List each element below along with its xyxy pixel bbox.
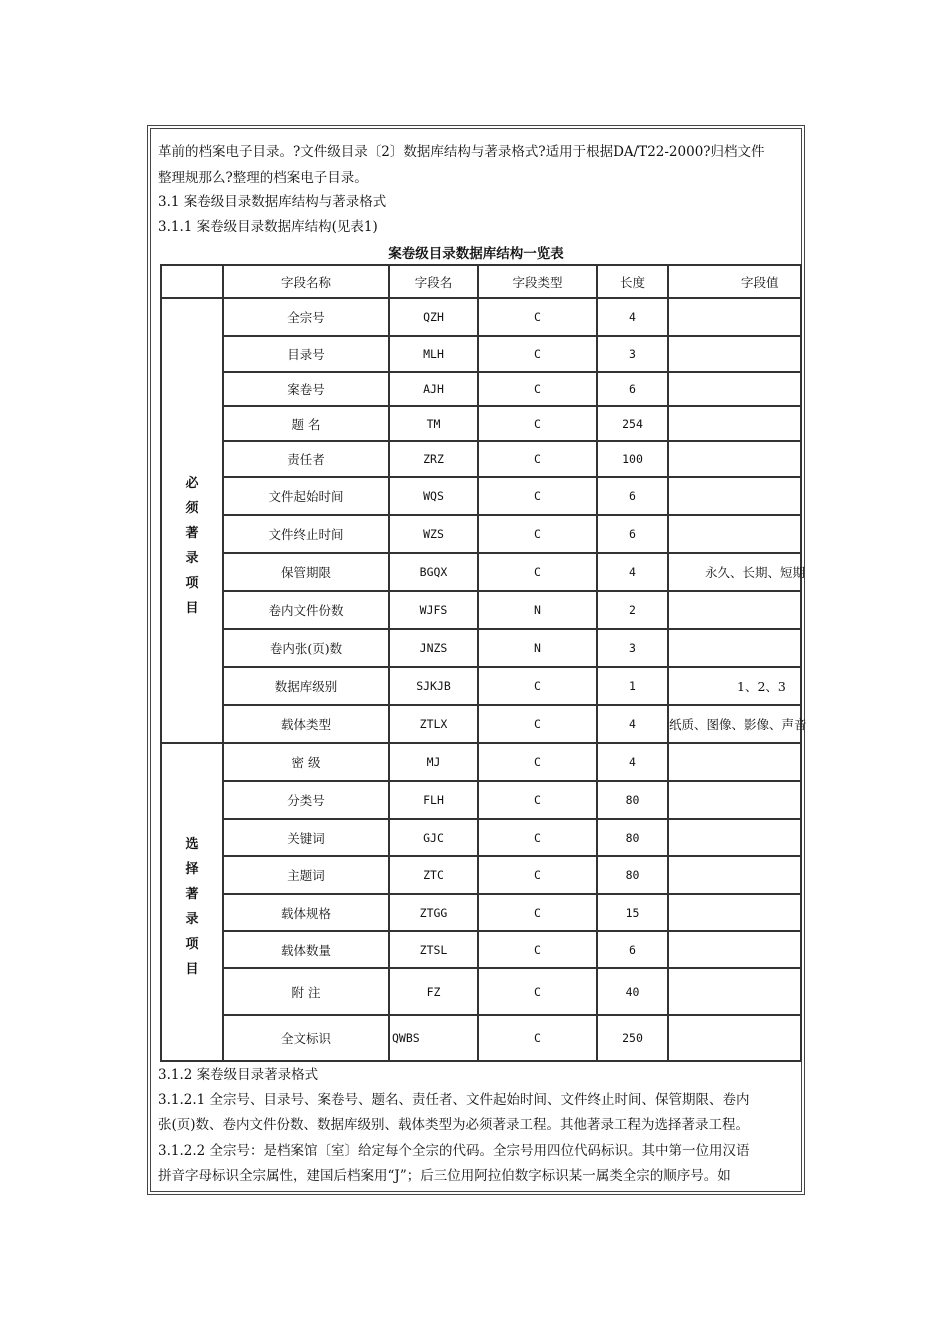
cell-field-name: 目录号 xyxy=(223,336,389,372)
cell-field-value xyxy=(668,441,801,477)
cell-field-name: 全宗号 xyxy=(223,298,389,336)
cell-field-value xyxy=(668,894,801,931)
cell-field-name: 分类号 xyxy=(223,781,389,819)
cell-field-value xyxy=(668,705,807,743)
header-blank-cell xyxy=(161,265,223,298)
table-row xyxy=(161,743,801,781)
cell-field-type: C xyxy=(478,406,597,441)
cell-field-value xyxy=(668,856,801,894)
header-field-value: 字段值 xyxy=(668,265,801,298)
cell-field-code: QWBS xyxy=(389,1015,478,1061)
cell-field-type: C xyxy=(478,336,597,372)
cell-field-name: 主题词 xyxy=(223,856,389,894)
table-row xyxy=(161,781,801,819)
cell-field-name: 题 名 xyxy=(223,406,389,441)
table-row xyxy=(161,705,801,743)
cell-field-type: C xyxy=(478,1015,597,1061)
cell-length: 6 xyxy=(597,372,668,406)
cell-field-code: MLH xyxy=(389,336,478,372)
cell-field-name: 文件起始时间 xyxy=(223,477,389,515)
table-row xyxy=(161,441,801,477)
cell-field-name: 附 注 xyxy=(223,968,389,1015)
cell-field-code: TM xyxy=(389,406,478,441)
cell-field-value xyxy=(668,515,801,553)
cell-field-type: C xyxy=(478,856,597,894)
cell-field-value xyxy=(668,629,801,667)
cell-length: 3 xyxy=(597,629,668,667)
body-line-3: 3.1.2.2 全宗号：是档案馆〔室〕给定每个全宗的代码。全宗号用四位代码标识。其中第一位用汉语 xyxy=(158,1143,750,1159)
cell-field-type: C xyxy=(478,667,597,705)
cell-field-name: 责任者 xyxy=(223,441,389,477)
cell-field-name: 关键词 xyxy=(223,819,389,856)
cell-field-value xyxy=(668,477,801,515)
cell-field-value xyxy=(668,336,801,372)
header-field-name: 字段名称 xyxy=(223,265,389,298)
table-row xyxy=(161,515,801,553)
cell-length: 80 xyxy=(597,856,668,894)
table-header-row xyxy=(161,265,801,298)
table-row xyxy=(161,553,801,591)
cell-field-type: C xyxy=(478,705,597,743)
table-row xyxy=(161,931,801,968)
cell-length: 100 xyxy=(597,441,668,477)
cell-length: 4 xyxy=(597,553,668,591)
table-row xyxy=(161,667,801,705)
cell-field-name: 数据库级别 xyxy=(223,667,389,705)
cell-field-name: 卷内张(页)数 xyxy=(223,629,389,667)
header-field-type: 字段类型 xyxy=(478,265,597,298)
cell-field-type: C xyxy=(478,931,597,968)
group-label-required xyxy=(161,298,223,743)
cell-field-name: 文件终止时间 xyxy=(223,515,389,553)
cell-length: 4 xyxy=(597,298,668,336)
cell-field-type: C xyxy=(478,894,597,931)
cell-field-code: ZTSL xyxy=(389,931,478,968)
cell-field-code: GJC xyxy=(389,819,478,856)
cell-field-value xyxy=(668,743,801,781)
cell-field-code: WQS xyxy=(389,477,478,515)
section-heading-3-1: 3.1 案卷级目录数据库结构与著录格式 xyxy=(158,194,387,210)
table-caption: 案卷级目录数据库结构一览表 xyxy=(388,246,564,262)
cell-length: 6 xyxy=(597,477,668,515)
cell-length: 80 xyxy=(597,819,668,856)
cell-field-value xyxy=(668,819,801,856)
cell-length: 250 xyxy=(597,1015,668,1061)
header-length: 长度 xyxy=(597,265,668,298)
cell-field-type: C xyxy=(478,819,597,856)
field-structure-table xyxy=(160,264,807,1062)
group-label-optional xyxy=(161,743,223,1061)
table-row xyxy=(161,298,801,336)
cell-field-type: C xyxy=(478,372,597,406)
cell-field-code: ZRZ xyxy=(389,441,478,477)
cell-length: 2 xyxy=(597,591,668,629)
cell-field-name: 密 级 xyxy=(223,743,389,781)
cell-field-name: 保管期限 xyxy=(223,553,389,591)
header-field-code: 字段名 xyxy=(389,265,478,298)
cell-length: 4 xyxy=(597,705,668,743)
cell-field-code: SJKJB xyxy=(389,667,478,705)
group-label-text: 必 须 著 录 项 目 xyxy=(185,475,199,616)
cell-length: 254 xyxy=(597,406,668,441)
cell-field-value xyxy=(668,372,801,406)
cell-field-value xyxy=(668,781,801,819)
table-row xyxy=(161,591,801,629)
cell-field-value xyxy=(668,591,801,629)
table-row xyxy=(161,819,801,856)
field-value-text: 1、2、3 xyxy=(737,679,786,694)
table-row xyxy=(161,477,801,515)
table-row xyxy=(161,372,801,406)
section-heading-3-1-1: 3.1.1 案卷级目录数据库结构(见表1) xyxy=(158,219,378,235)
table-row xyxy=(161,856,801,894)
cell-field-type: C xyxy=(478,515,597,553)
body-line-2: 张(页)数、卷内文件份数、数据库级别、载体类型为必须著录工程。其他著录工程为选择著录工程。 xyxy=(158,1117,750,1133)
cell-field-name: 全文标识 xyxy=(223,1015,389,1061)
field-value-text: 永久、长期、短期 xyxy=(705,565,806,580)
table-row xyxy=(161,336,801,372)
cell-field-type: C xyxy=(478,743,597,781)
cell-field-value xyxy=(668,553,806,591)
cell-field-name: 案卷号 xyxy=(223,372,389,406)
cell-field-code: JNZS xyxy=(389,629,478,667)
cell-field-code: FLH xyxy=(389,781,478,819)
cell-field-value xyxy=(668,406,801,441)
cell-field-type: N xyxy=(478,629,597,667)
cell-field-code: AJH xyxy=(389,372,478,406)
cell-field-type: C xyxy=(478,553,597,591)
intro-line-2: 整理规那么?整理的档案电子目录。 xyxy=(158,170,368,186)
cell-field-type: C xyxy=(478,781,597,819)
cell-field-name: 载体数量 xyxy=(223,931,389,968)
cell-field-type: C xyxy=(478,298,597,336)
cell-field-value xyxy=(668,298,801,336)
cell-field-name: 载体类型 xyxy=(223,705,389,743)
cell-field-code: WJFS xyxy=(389,591,478,629)
cell-length: 1 xyxy=(597,667,668,705)
cell-field-type: N xyxy=(478,591,597,629)
table-row xyxy=(161,406,801,441)
cell-length: 6 xyxy=(597,931,668,968)
table-row xyxy=(161,968,801,1015)
body-line-4: 拼音字母标识全宗属性，建国后档案用“J”；后三位用阿拉伯数字标识某一属类全宗的顺序号。如 xyxy=(158,1168,731,1184)
cell-field-value xyxy=(668,1015,801,1061)
cell-length: 4 xyxy=(597,743,668,781)
cell-field-code: ZTGG xyxy=(389,894,478,931)
cell-field-name: 卷内文件份数 xyxy=(223,591,389,629)
section-heading-3-1-2: 3.1.2 案卷级目录著录格式 xyxy=(158,1067,319,1083)
cell-length: 80 xyxy=(597,781,668,819)
cell-field-code: BGQX xyxy=(389,553,478,591)
cell-field-type: C xyxy=(478,477,597,515)
cell-field-code: WZS xyxy=(389,515,478,553)
table-row xyxy=(161,1015,801,1061)
cell-field-code: ZTC xyxy=(389,856,478,894)
cell-field-value xyxy=(668,968,801,1015)
intro-line-1: 革前的档案电子目录。?文件级目录〔2〕数据库结构与著录格式?适用于根据DA/T22-2000?归档文件 xyxy=(158,144,765,160)
cell-length: 3 xyxy=(597,336,668,372)
cell-field-name: 载体规格 xyxy=(223,894,389,931)
cell-length: 40 xyxy=(597,968,668,1015)
cell-field-code: FZ xyxy=(389,968,478,1015)
cell-field-code: QZH xyxy=(389,298,478,336)
cell-field-code: ZTLX xyxy=(389,705,478,743)
group-label-text: 选 择 著 录 项 目 xyxy=(185,837,199,977)
table-row xyxy=(161,894,801,931)
cell-length: 15 xyxy=(597,894,668,931)
cell-field-type: C xyxy=(478,441,597,477)
cell-field-code: MJ xyxy=(389,743,478,781)
table-row xyxy=(161,629,801,667)
cell-length: 6 xyxy=(597,515,668,553)
body-line-1: 3.1.2.1 全宗号、目录号、案卷号、题名、责任者、文件起始时间、文件终止时间、保管期限、卷内 xyxy=(158,1092,750,1108)
cell-field-type: C xyxy=(478,968,597,1015)
cell-field-value xyxy=(668,667,801,705)
field-value-text: 纸质、图像、影像、声音 xyxy=(669,717,807,732)
cell-field-value xyxy=(668,931,801,968)
